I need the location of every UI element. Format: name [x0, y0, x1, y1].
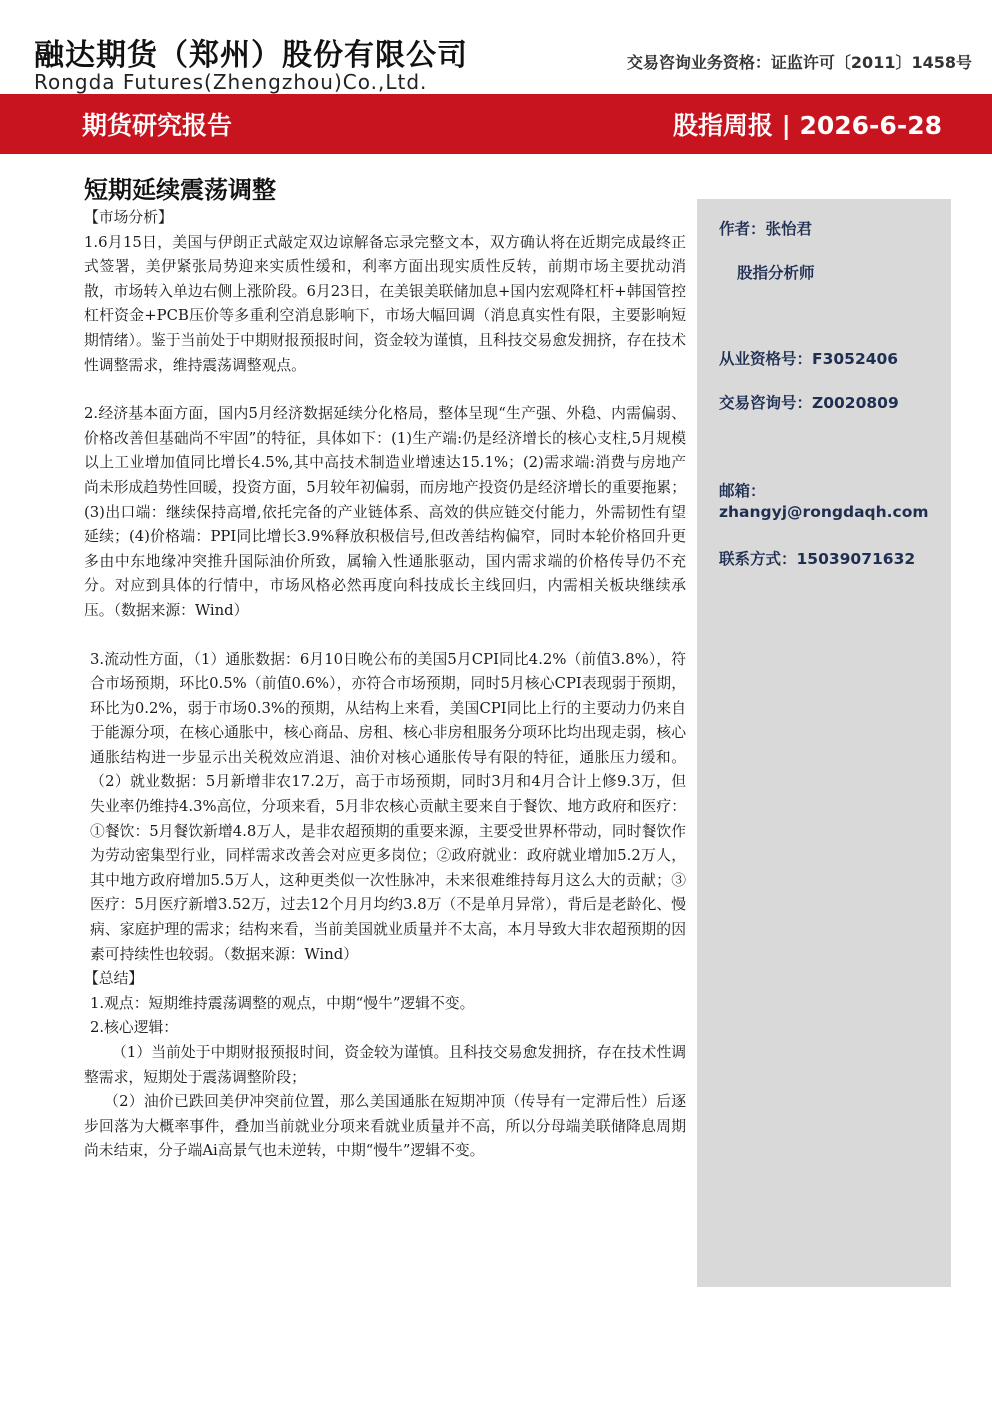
email-label: 邮箱： — [719, 482, 766, 500]
author-name: 作者：张怡君 — [719, 220, 813, 238]
author-role: 股指分析师 — [737, 264, 815, 282]
consult-number: 交易咨询号：Z0020809 — [719, 394, 899, 412]
license-info: 交易咨询业务资格：证监许可〔2011〕1458号 — [626, 53, 972, 72]
summary-logic-1: （1）当前处于中期财报预报时间，资金较为谨慎。且科技交易愈发拥挤，存在技术性调整需求，短期处于震荡调整阶段； — [84, 1044, 686, 1086]
market-analysis-heading: 【市场分析】 — [84, 209, 173, 226]
summary-heading: 【总结】 — [84, 970, 144, 988]
contact-phone: 联系方式：15039071632 — [719, 550, 916, 568]
company-name-cn: 融达期货（郑州）股份有限公司 — [34, 38, 468, 73]
company-name-en: Rongda Futures(Zhengzhou)Co.,Ltd. — [34, 70, 428, 94]
summary-view: 1.观点：短期维持震荡调整的观点，中期“慢牛”逻辑不变。 — [90, 994, 475, 1012]
paragraph-liquidity: 3.流动性方面，（1）通胀数据：6月10日晚公布的美国5月CPI同比4.2%（前值3.8%），符合市场预期，环比0.5%（前值0.6%），亦符合市场预期，同时5月核心CPI表现弱于预期，环比为0.2%，弱于市场0.3%的预期，从结构上来看，美国CPI同比上行的主要动力仍来自于能源分项，在核心通胀中，核心商品、房租、核心非房租服务分项环比均出现走弱，核心通胀结构进一步显示出关税效应消退、油价对核心通胀传导有限的特征，通胀压力缓和。（2）就业数据：5月新增非农17.2万，高于市场预期，同时3月和4月合计上修9.3万，但失业率仍维持4.3%高位，分项来看，5月非农核心贡献主要来自于餐饮、地方政府和医疗：①餐饮：5月餐饮新增4.8万人，是非农超预期的重要来源，主要受世界杯带动，同时餐饮作为劳动密集型行业，同样需求改善会对应更多岗位；②政府就业：政府就业增加5.2万人，其中地方政府增加5.5万人，这种更类似一次性脉冲，未来很难维持每月这么大的贡献；③医疗：5月医疗新增3.52万，过去12个月月均约3.8万（不是单月异常），背后是老龄化、慢病、家庭护理的需求；结构来看，当前美国就业质量并不太高，本月导致大非农超预期的因素可持续性也较弱。（数据来源：Wind） — [90, 650, 686, 963]
paragraph-fundamentals: 2.经济基本面方面，国内5月经济数据延续分化格局，整体呈现“生产强、外稳、内需偏弱、价格改善但基础尚不牢固”的特征，具体如下：(1)生产端:仍是经济增长的核心支柱,5月规模以上工业增加值同比增长4.5%,其中高技术制造业增速达15.1%；(2)需求端:消费与房地产尚未形成趋势性回暖，投资方面，5月较年初偏弱，而房地产投资仍是经济增长的重要拖累；(3)出口端：继续保持高增,依托完备的产业链体系、高效的供应链交付能力，外需韧性有望延续；(4)价格端：PPI同比增长3.9%释放积极信号,但改善结构偏窄，同时本轮价格回升更多由中东地缘冲突推升国际油价所致，属输入性通胀驱动，国内需求端的价格传导仍不充分。对应到具体的行情中，市场风格必然再度向科技成长主线回归，内需相关板块继续承压。（数据来源：Wind） — [84, 405, 686, 619]
qualification-number: 从业资格号：F3052406 — [719, 350, 899, 368]
report-type-date: 股指周报 | 2026-6-28 — [672, 111, 942, 140]
report-banner — [0, 94, 992, 154]
summary-logic-2: （2）油价已跌回美伊冲突前位置，那么美国通胀在短期冲顶（传导有一定滞后性）后逐步回落为大概率事件，叠加当前就业分项来看就业质量并不高，所以分母端美联储降息周期尚未结束，分子端Ai高景气也未逆转，中期“慢牛”逻辑不变。 — [84, 1093, 686, 1160]
report-body — [84, 206, 686, 1164]
email-link[interactable]: zhangyj@rongdaqh.com — [719, 503, 929, 521]
report-category: 期货研究报告 — [82, 111, 233, 140]
summary-logic-heading: 2.核心逻辑： — [90, 1019, 179, 1037]
report-title: 短期延续震荡调整 — [84, 176, 276, 204]
paragraph-market: 1.6月15日，美国与伊朗正式敲定双边谅解备忘录完整文本，双方确认将在近期完成最终正式签署，美伊紧张局势迎来实质性缓和，利率方面出现实质性反转，前期市场主要扰动消散，市场转入单边右侧上涨阶段。6月23日，在美银美联储加息+国内宏观降杠杆+韩国管控杠杆资金+PCB压价等多重利空消息影响下，市场大幅回调（消息真实性有限，主要影响短期情绪）。鉴于当前处于中期财报预报时间，资金较为谨慎，且科技交易愈发拥挤，存在技术性调整需求，维持震荡调整观点。 — [84, 233, 686, 374]
author-sidebar — [697, 199, 951, 1287]
